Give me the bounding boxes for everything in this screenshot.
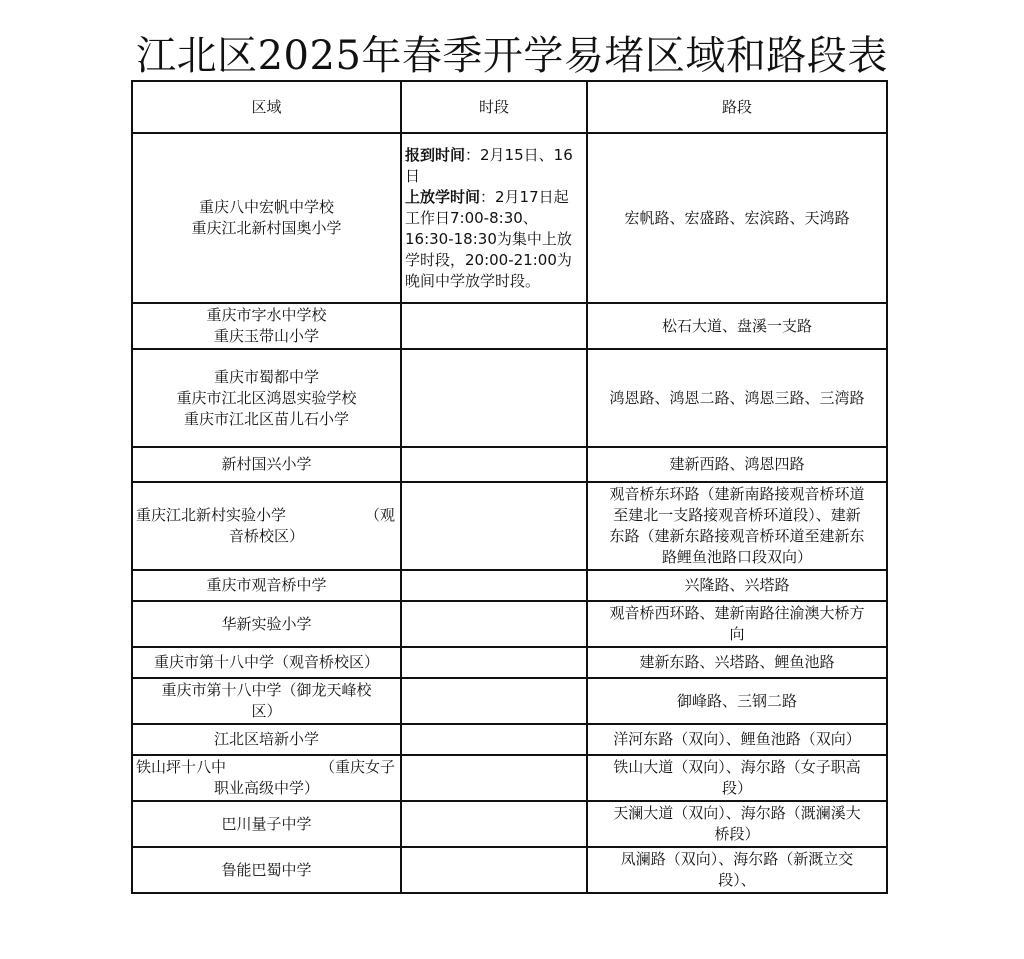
area-line: 重庆市江北区鸿恩实验学校 — [176, 388, 357, 407]
table-row — [132, 647, 887, 678]
report-time-label: 报到时间 — [405, 145, 466, 164]
time-cell-empty — [401, 755, 587, 801]
road-cell — [587, 447, 887, 482]
area-line: 江北区培新小学 — [213, 730, 319, 748]
road-cell — [587, 570, 887, 601]
time-cell-empty — [401, 447, 587, 482]
road-line: 向 — [729, 625, 745, 643]
road-line: 观音桥东环路（建新南路接观音桥环道 — [609, 485, 865, 503]
area-line: 重庆八中宏帆中学校 — [198, 198, 334, 216]
area-cell — [132, 801, 401, 847]
road-line: 观音桥西环路、建新南路往渝澳大桥方 — [609, 604, 865, 622]
area-line: 巴川量子中学 — [221, 814, 312, 833]
road-line: 至建北一支路接观音桥环道段）、建新 — [613, 506, 861, 524]
road-cell — [587, 303, 887, 349]
area-cell — [132, 755, 401, 801]
road-line: 段）、 — [718, 871, 756, 889]
road-line: 铁山大道（双向）、海尔路（女子职高 — [613, 758, 861, 776]
road-cell — [587, 349, 887, 447]
area-line: 重庆市江北区苗儿石小学 — [183, 409, 349, 428]
area-cell — [132, 847, 401, 893]
road-cell — [587, 678, 887, 724]
time-cell-empty — [401, 303, 587, 349]
table-row — [132, 724, 887, 755]
area-line: 华新实验小学 — [221, 614, 312, 633]
area-cell — [132, 601, 401, 647]
area-line: 重庆玉带山小学 — [213, 327, 319, 345]
road-line: 宏帆路、宏盛路、宏滨路、天鸿路 — [624, 208, 850, 227]
school-time-value: ：2月17日起工作日7:00-8:30、16:30-18:30为集中上放学时段，20:00-21:00为晚间中学放学时段。 — [405, 187, 572, 290]
area-cell — [132, 349, 401, 447]
area-line-spread — [136, 757, 397, 778]
road-line: 鸿恩路、鸿恩二路、鸿恩三路、三湾路 — [609, 388, 865, 407]
time-cell-empty — [401, 678, 587, 724]
school-time-note — [405, 187, 583, 292]
road-cell — [587, 647, 887, 678]
road-line: 洋河东路（双向）、鲤鱼池路（双向） — [613, 730, 861, 748]
area-cell — [132, 303, 401, 349]
road-line: 松石大道、盘溪一支路 — [661, 316, 812, 335]
area-cell — [132, 482, 401, 570]
area-cell — [132, 570, 401, 601]
area-line: 重庆市第十八中学（御龙天峰校 — [161, 681, 372, 699]
school-time-label: 上放学时间 — [405, 187, 481, 206]
area-line-spread — [136, 505, 397, 526]
time-cell-empty — [401, 601, 587, 647]
table-row — [132, 801, 887, 847]
area-cell — [132, 678, 401, 724]
area-part: 铁山坪十八中 — [136, 758, 227, 776]
table-row — [132, 847, 887, 893]
table-row — [132, 755, 887, 801]
page-title: 江北区2025年春季开学易堵区域和路段表 — [136, 33, 888, 79]
area-line: 重庆市第十八中学（观音桥校区） — [153, 653, 379, 671]
road-line: 建新西路、鸿恩四路 — [669, 455, 805, 473]
time-cell-empty — [401, 349, 587, 447]
road-cell — [587, 133, 887, 303]
road-line: 东路（建新东路接观音桥环道至建新东 — [609, 527, 865, 545]
road-line: 段） — [721, 779, 752, 797]
time-cell — [401, 133, 587, 303]
table-row — [132, 133, 887, 303]
road-line: 御峰路、三钢二路 — [676, 691, 797, 710]
area-line: 新村国兴小学 — [221, 455, 312, 473]
area-line: 鲁能巴蜀中学 — [221, 860, 312, 879]
table-row — [132, 482, 887, 570]
area-line: 重庆江北新村国奥小学 — [191, 219, 342, 237]
table-header-row — [132, 81, 887, 133]
area-line: 音桥校区） — [228, 527, 304, 545]
area-line: 重庆市观音桥中学 — [206, 576, 327, 594]
area-cell — [132, 647, 401, 678]
road-cell — [587, 847, 887, 893]
congestion-table — [131, 80, 888, 894]
road-cell — [587, 755, 887, 801]
area-line: 区） — [251, 702, 282, 720]
road-line: 路鲤鱼池路口段双向） — [661, 548, 812, 566]
road-line: 兴隆路、兴塔路 — [684, 576, 790, 594]
road-line: 凤澜路（双向）、海尔路（新溉立交 — [620, 850, 854, 868]
report-time-note — [405, 145, 583, 187]
time-cell-empty — [401, 647, 587, 678]
road-cell — [587, 482, 887, 570]
table-row — [132, 678, 887, 724]
area-cell — [132, 133, 401, 303]
table-row — [132, 570, 887, 601]
road-line: 桥段） — [714, 825, 760, 843]
road-cell — [587, 724, 887, 755]
area-line: 重庆市蜀都中学 — [213, 367, 319, 386]
road-line: 天澜大道（双向）、海尔路（溉澜溪大 — [613, 804, 861, 822]
time-cell-empty — [401, 482, 587, 570]
area-part: （观 — [364, 506, 395, 524]
road-line: 建新东路、兴塔路、鲤鱼池路 — [639, 653, 835, 671]
time-cell-empty — [401, 801, 587, 847]
table-row — [132, 303, 887, 349]
header-area: 区域 — [132, 81, 401, 133]
table-row — [132, 447, 887, 482]
table-row — [132, 349, 887, 447]
road-cell — [587, 601, 887, 647]
area-part: 重庆江北新村实验小学 — [136, 506, 287, 524]
table-row — [132, 601, 887, 647]
time-cell-empty — [401, 570, 587, 601]
area-line: 职业高级中学） — [213, 779, 319, 797]
area-line: 重庆市字水中学校 — [206, 306, 327, 324]
report-time-value: ：2月15日、16日 — [405, 145, 573, 185]
area-cell — [132, 724, 401, 755]
time-cell-empty — [401, 724, 587, 755]
road-cell — [587, 801, 887, 847]
header-road: 路段 — [587, 81, 887, 133]
area-part: （重庆女子 — [319, 758, 395, 776]
time-cell-empty — [401, 847, 587, 893]
area-cell — [132, 447, 401, 482]
header-time: 时段 — [401, 81, 587, 133]
